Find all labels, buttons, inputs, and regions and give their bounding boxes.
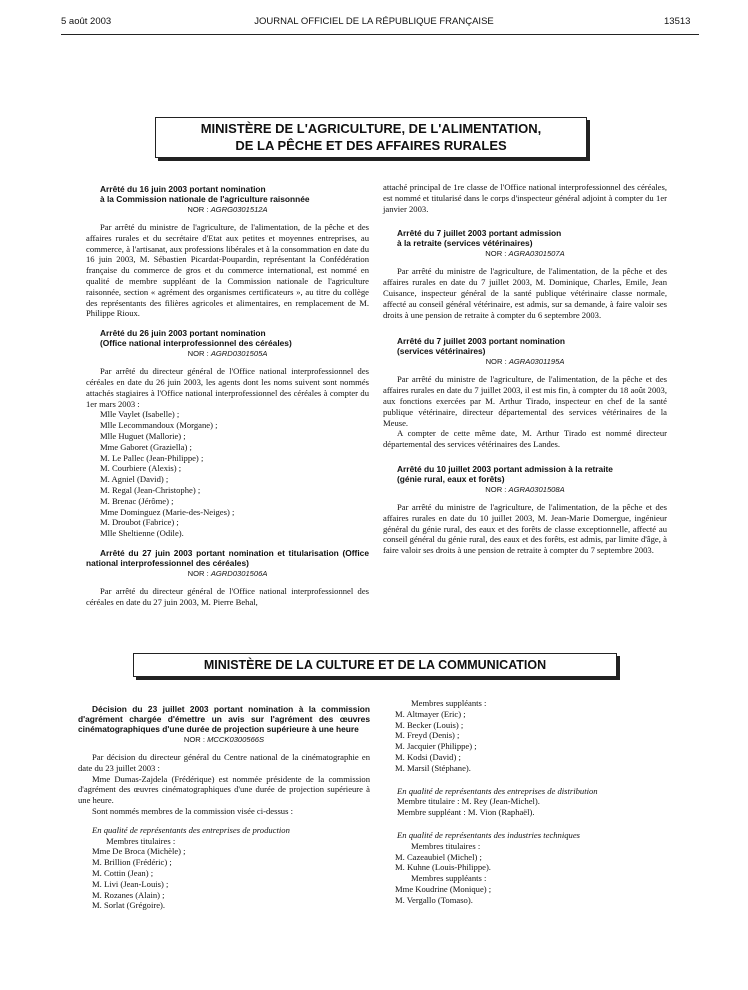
appointee-list: [86, 409, 369, 539]
section-arrete-7-juillet-retraite: [383, 228, 667, 320]
nor-code: AGRA0301195A: [508, 357, 565, 367]
section-title: Arrêté du 10 juillet 2003 portant admission à la retraite: [397, 463, 613, 474]
nor-code: AGRG0301512A: [210, 205, 268, 214]
list-item: M. Livi (Jean-Louis) ;: [92, 878, 169, 889]
tech-suppleants-list: [383, 884, 667, 906]
nor-reference: [383, 249, 667, 259]
list-item: M. Agniel (David) ;: [100, 474, 169, 485]
nor-code: AGRD0301506A: [210, 568, 268, 578]
list-item: M. Rozanes (Alain) ;: [92, 889, 165, 900]
section-title-cont: à la retraite (services vétérinaires): [397, 238, 533, 249]
header-date: 5 août 2003: [61, 16, 112, 27]
header-page-number: 13513: [664, 16, 691, 27]
tech-suppleants-label: Membres suppléants :: [411, 873, 487, 884]
section-title: Décision du 23 juillet 2003 portant nomination à la commission d'agrément chargée d'émettre un avis sur l'agrément des œuvres cinématographiques d'une durée de projection supérieure à une heure: [78, 704, 370, 734]
nor-label: NOR :: [187, 568, 209, 578]
nor-reference: [86, 205, 369, 215]
list-item: M. Marsil (Stéphane).: [395, 762, 471, 773]
list-item: M. Vergallo (Tomaso).: [395, 894, 473, 905]
list-item: Mlle Huguet (Mallorie) ;: [100, 430, 186, 441]
nor-reference: [383, 485, 667, 495]
section-title-cont: (génie rural, eaux et forêts): [397, 473, 505, 484]
production-suppleants-list: [383, 709, 667, 774]
section-body: Par arrêté du ministre de l'agriculture, de l'alimentation, de la pêche et des affaires rurales et du secrétaire d'Etat aux petites et moyennes entreprises, au commerce, à l'artisanat, aux professions libérales et à la consommation en date du 16 juin 2003, M. Sébastien Picardat-Poupardin, représentant la Confédération française du commerce de gros et du commerce international, est nommé en qualité de membre suppléant de la Commission nationale de l'agriculture raisonnée, section « agrément des organismes certificateurs », au titre du collège des représentants des filières agricoles et alimentaires, en remplacement de M. Philippe Rioux.: [86, 222, 369, 319]
list-item: M. Brillion (Frédéric) ;: [92, 857, 172, 868]
tech-titulaires-list: [383, 852, 667, 874]
nor-reference: [86, 569, 369, 579]
list-item: M. Droubot (Fabrice) ;: [100, 517, 179, 528]
nor-reference: [78, 735, 370, 745]
section-body: A compter de cette même date, M. Arthur Tirado est nommé directeur départemental des services vétérinaires des Landes.: [383, 428, 667, 450]
list-item: M. Cazeaubiel (Michel) ;: [395, 851, 482, 862]
section-arrete-7-juillet-nomination: [383, 336, 667, 450]
section-title: Arrêté du 16 juin 2003 portant nomination: [100, 184, 266, 194]
list-item: Mme Gaboret (Graziella) ;: [100, 441, 192, 452]
section-title: Arrêté du 7 juillet 2003 portant nomination: [397, 336, 565, 347]
nor-code: MCCK0300566S: [207, 735, 265, 744]
nor-reference: [86, 349, 369, 359]
list-item: M. Altmayer (Eric) ;: [395, 708, 466, 719]
section-body: Par arrêté du directeur général de l'Office national interprofessionnel des céréales en date du 27 juin 2003, M. Pierre Behal,: [86, 585, 369, 607]
list-item: M. Le Pallec (Jean-Philippe) ;: [100, 452, 204, 463]
ministry-banner-culture: [133, 653, 617, 677]
nor-label: NOR :: [187, 349, 209, 359]
production-titulaires-list: [78, 846, 370, 911]
nor-code: AGRA0301508A: [508, 484, 565, 494]
members-suppleants-label: Membres suppléants :: [411, 698, 487, 708]
list-item: M. Brenac (Jérôme) ;: [100, 495, 174, 506]
right-column-top: [383, 182, 667, 556]
list-item: Mlle Lecommandoux (Morgane) ;: [100, 420, 218, 431]
section-body: Par arrêté du ministre de l'agriculture, de l'alimentation, de la pêche et des affaires rurales en date du 7 juillet 2003, il est mis fin, à compter du 18 août 2003, aux fonctions exercées par M. Arthur Tirado, inspecteur en chef de la santé publique vétérinaire, directeur départemental des services vétérinaires de la Meuse.: [383, 374, 667, 428]
section-title: Arrêté du 26 juin 2003 portant nomination: [100, 328, 266, 339]
list-item: M. Courbiere (Alexis) ;: [100, 463, 182, 474]
list-item: M. Kuhne (Louis-Philippe).: [395, 862, 491, 873]
list-item: Mme Koudrine (Monique) ;: [395, 883, 492, 894]
header-journal-title: JOURNAL OFFICIEL DE LA RÉPUBLIQUE FRANÇAISE: [254, 16, 494, 27]
ministry-banner-line-1: MINISTÈRE DE LA CULTURE ET DE LA COMMUNICATION: [203, 658, 547, 672]
list-item: Mlle Vaylet (Isabelle) ;: [100, 409, 180, 420]
list-item: Mme Dominguez (Marie-des-Neiges) ;: [100, 506, 235, 517]
running-header: [0, 16, 748, 32]
section-arrete-16-juin: [86, 184, 369, 319]
list-item: M. Becker (Louis) ;: [395, 719, 464, 730]
section-title: Arrêté du 7 juillet 2003 portant admission: [397, 228, 562, 239]
tech-titulaires-label: Membres titulaires :: [411, 840, 481, 851]
section-arrete-27-juin: [86, 548, 369, 608]
list-item: M. Regal (Jean-Christophe) ;: [100, 484, 201, 495]
section-title-cont: (services vétérinaires): [397, 346, 486, 357]
section-title: Arrêté du 27 juin 2003 portant nomination et titularisation (Office national interprofessionnel des céréales): [86, 547, 369, 568]
section-body: Sont nommés membres de la commission visée ci-dessus :: [92, 805, 293, 816]
nor-label: NOR :: [485, 484, 507, 494]
left-column-top: [86, 184, 369, 608]
list-item: Mlle Sheltienne (Odile).: [100, 528, 184, 539]
list-item: Mme De Broca (Michèle) ;: [92, 846, 186, 857]
list-item: M. Cottin (Jean) ;: [92, 867, 154, 878]
list-item: M. Freyd (Denis) ;: [395, 730, 460, 741]
list-item: M. Jacquier (Philippe) ;: [395, 741, 477, 752]
section-body: Par décision du directeur général du Centre national de la cinématographie en date du 23 juillet 2003 :: [78, 752, 370, 773]
nor-label: NOR :: [485, 357, 507, 367]
distribution-suppleant: Membre suppléant : M. Vion (Raphaël).: [397, 807, 535, 818]
subsection-heading-technical: En qualité de représentants des industries techniques: [397, 829, 580, 840]
members-titulaires-label: Membres titulaires :: [106, 835, 176, 846]
section-arrete-10-juillet: [383, 464, 667, 556]
section-arrete-26-juin: [86, 328, 369, 539]
section-body-continued: attaché principal de 1re classe de l'Office national interprofessionnel des céréales, est nommé et titularisé dans le corps d'inspecteur général adjoint à compter du 1er janvier 2003.: [383, 182, 667, 214]
list-item: M. Kodsi (David) ;: [395, 751, 461, 762]
section-title-cont: (Office national interprofessionnel des céréales): [100, 338, 292, 349]
nor-code: AGRD0301505A: [210, 349, 268, 359]
header-rule: [61, 34, 699, 35]
section-body: Par arrêté du ministre de l'agriculture, de l'alimentation, de la pêche et des affaires rurales en date du 7 juillet 2003, M. Dominique, Charles, Emile, Jean Cuisance, inspecteur général de la santé publique vétérinaire classe normale, affecté au conseil général vétérinaire, est admis, sur sa demande, à faire valoir ses droits à une pension de retraite à compter du 6 septembre 2003.: [383, 266, 667, 320]
nor-reference: [383, 357, 667, 367]
ministry-banner-line-1: MINISTÈRE DE L'AGRICULTURE, DE L'ALIMENTATION,: [200, 121, 542, 136]
list-item: M. Sorlat (Grégoire).: [92, 900, 166, 911]
section-body: Par arrêté du ministre de l'agriculture, de l'alimentation, de la pêche et des affaires rurales en date du 10 juillet 2003, M. Jean-Marie Domergue, ingénieur général du génie rural, des eaux et des forêts de classe exceptionnelle, affecté au conseil général du génie rural, des eaux et des forêts, est admis, par limite d'âge, à faire valoir ses droits à une pension de retraite à compter du 7 septembre 2003.: [383, 501, 667, 556]
nor-label: NOR :: [183, 735, 205, 744]
ministry-banner-line-2: DE LA PÊCHE ET DES AFFAIRES RURALES: [235, 138, 507, 153]
section-body: Par arrêté du directeur général de l'Office national interprofessionnel des céréales en date du 26 juin 2003, les agents dont les noms suivent sont nommés attachés stagiaires à l'Office national interprofessionnel des céréales à compter du 1er mars 2003 :: [86, 366, 369, 409]
nor-label: NOR :: [485, 249, 507, 259]
subsection-heading-production: En qualité de représentants des entreprises de production: [92, 824, 290, 835]
nor-code: AGRA0301507A: [508, 249, 565, 259]
distribution-titulaire: Membre titulaire : M. Rey (Jean-Michel).: [397, 796, 540, 807]
left-column-bottom: [78, 704, 370, 911]
right-column-bottom: [383, 698, 667, 906]
section-title-cont: à la Commission nationale de l'agriculture raisonnée: [100, 194, 310, 204]
subsection-heading-distribution: En qualité de représentants des entreprises de distribution: [397, 785, 598, 796]
section-body: Mme Dumas-Zajdela (Frédérique) est nommée présidente de la commission d'agrément des œuvres cinématographiques d'une durée de projection supérieure à une heure.: [78, 773, 370, 806]
nor-label: NOR :: [187, 205, 209, 214]
ministry-banner-agriculture: [155, 117, 587, 158]
